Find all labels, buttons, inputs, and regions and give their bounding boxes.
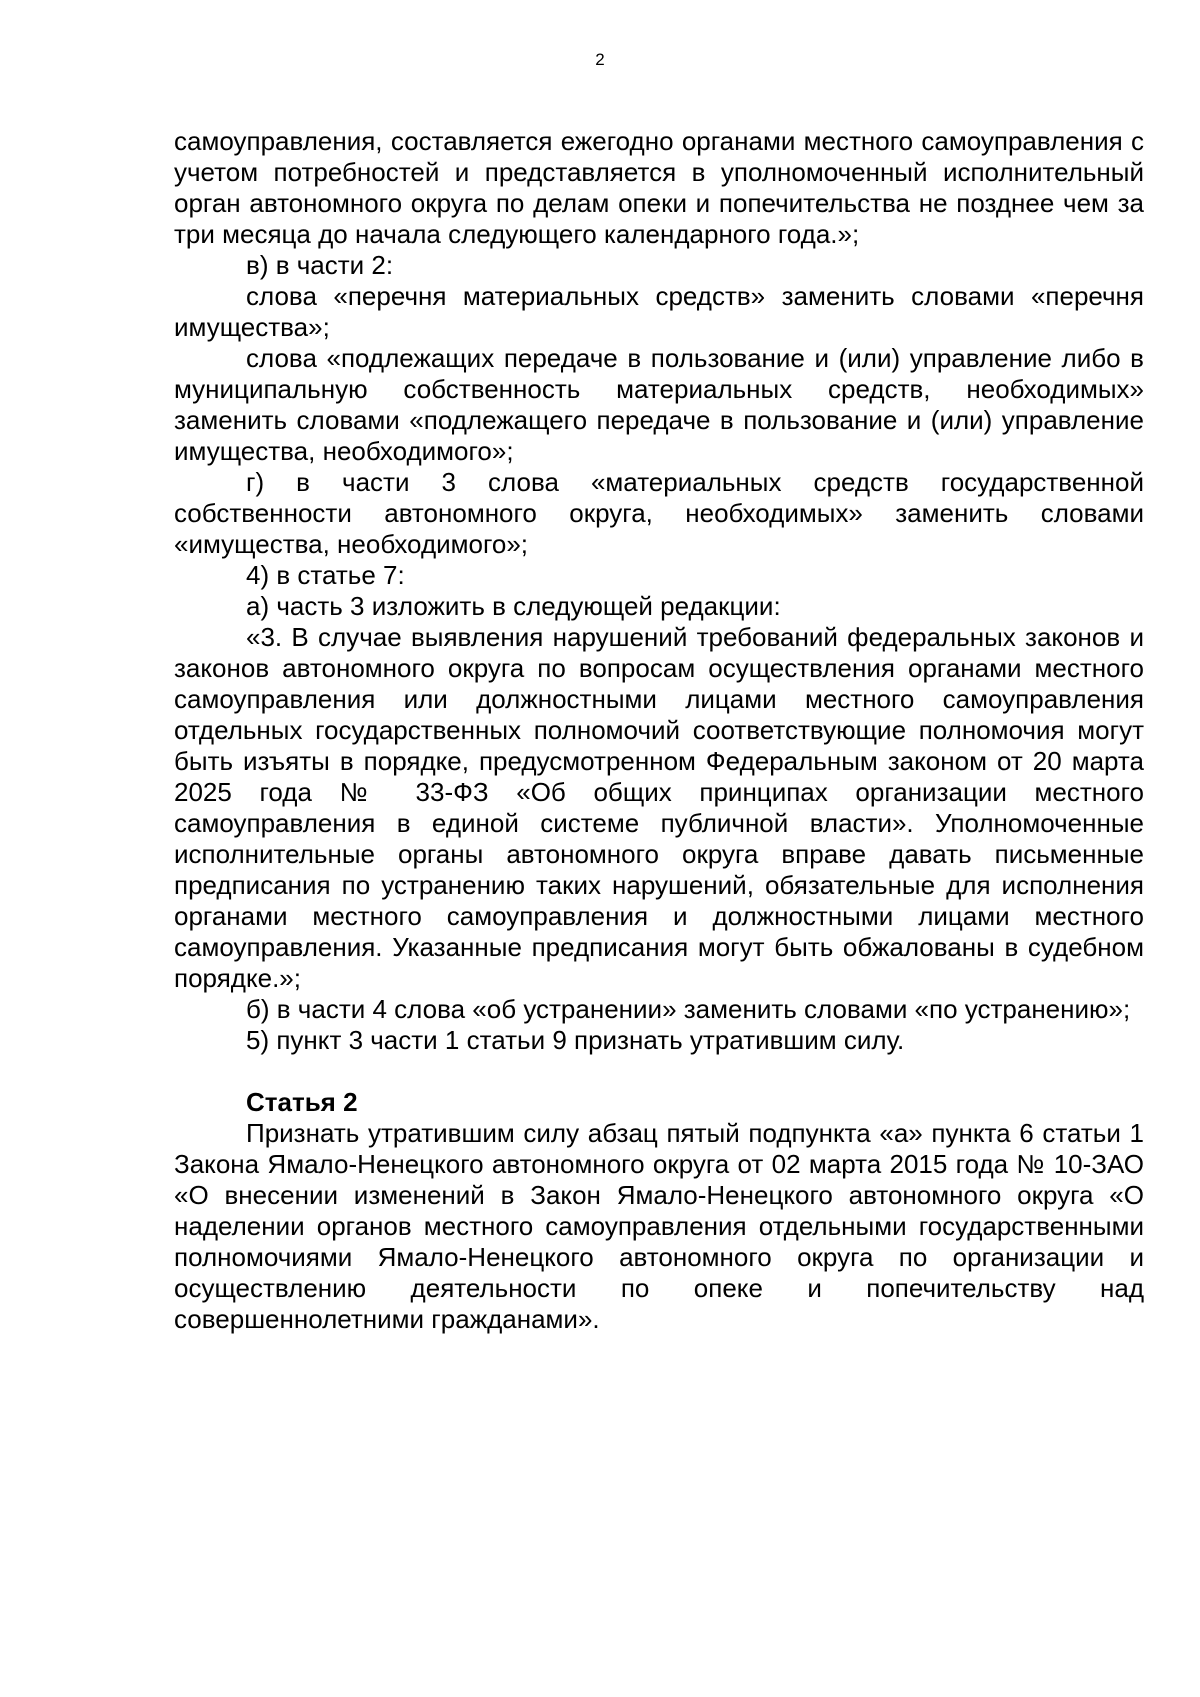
paragraph: б) в части 4 слова «об устранении» заменить словами «по устранению»; [246,994,1131,1024]
paragraph: слова «подлежащих передаче в пользование и (или) управление либо в муниципальную собственность материальных средств, необходимых» заменить словами «подлежащего передаче в пользование и (или) управление имущества, необходимого»; [174,343,1144,466]
spacer [174,1056,1144,1087]
article-text: Признать утратившим силу абзац пятый подпункта «а» пункта 6 статьи 1 Закона Ямало-Ненецкого автономного округа от 02 марта 2015 года № 10-ЗАО «О внесении изменений в Закон Ямало-Ненецкого автономного округа «О наделении органов местного самоуправления отдельными государственными полномочиями Ямало-Ненецкого автономного округа по организации и осуществлению деятельности по опеке и попечительству над совершеннолетними гражданами». [174,1118,1144,1334]
paragraph: 4) в статье 7: [246,560,405,590]
paragraph: «3. В случае выявления нарушений требований федеральных законов и законов автономного округа по вопросам осуществления органами местного самоуправления или должностными лицами местного самоуправления отдельных государственных полномочий соответствующие полномочия могут быть изъяты в порядке, предусмотренном Федеральным законом от 20 марта 2025 года № 33-ФЗ «Об общих принципах организации местного самоуправления в единой системе публичной власти». Уполномоченные исполнительные органы автономного округа вправе давать письменные предписания по устранению таких нарушений, обязательные для исполнения органами местного самоуправления и должностными лицами местного самоуправления. Указанные предписания могут быть обжалованы в судебном порядке.»; [174,622,1144,993]
paragraph: 5) пункт 3 части 1 статьи 9 признать утратившим силу. [246,1025,905,1055]
document-body [174,126,1144,1335]
paragraph: г) в части 3 слова «материальных средств государственной собственности автономного округа, необходимых» заменить словами «имущества, необходимого»; [174,467,1144,559]
paragraph: самоуправления, составляется ежегодно органами местного самоуправления с учетом потребностей и представляется в уполномоченный исполнительный орган автономного округа по делам опеки и попечительства не позднее чем за три месяца до начала следующего календарного года.»; [174,126,1144,249]
paragraph: слова «перечня материальных средств» заменить словами «перечня имущества»; [174,281,1144,342]
article-heading: Статья 2 [246,1087,358,1117]
page-number: 2 [595,50,605,69]
paragraph: в) в части 2: [246,250,394,280]
paragraph: а) часть 3 изложить в следующей редакции: [246,591,781,621]
